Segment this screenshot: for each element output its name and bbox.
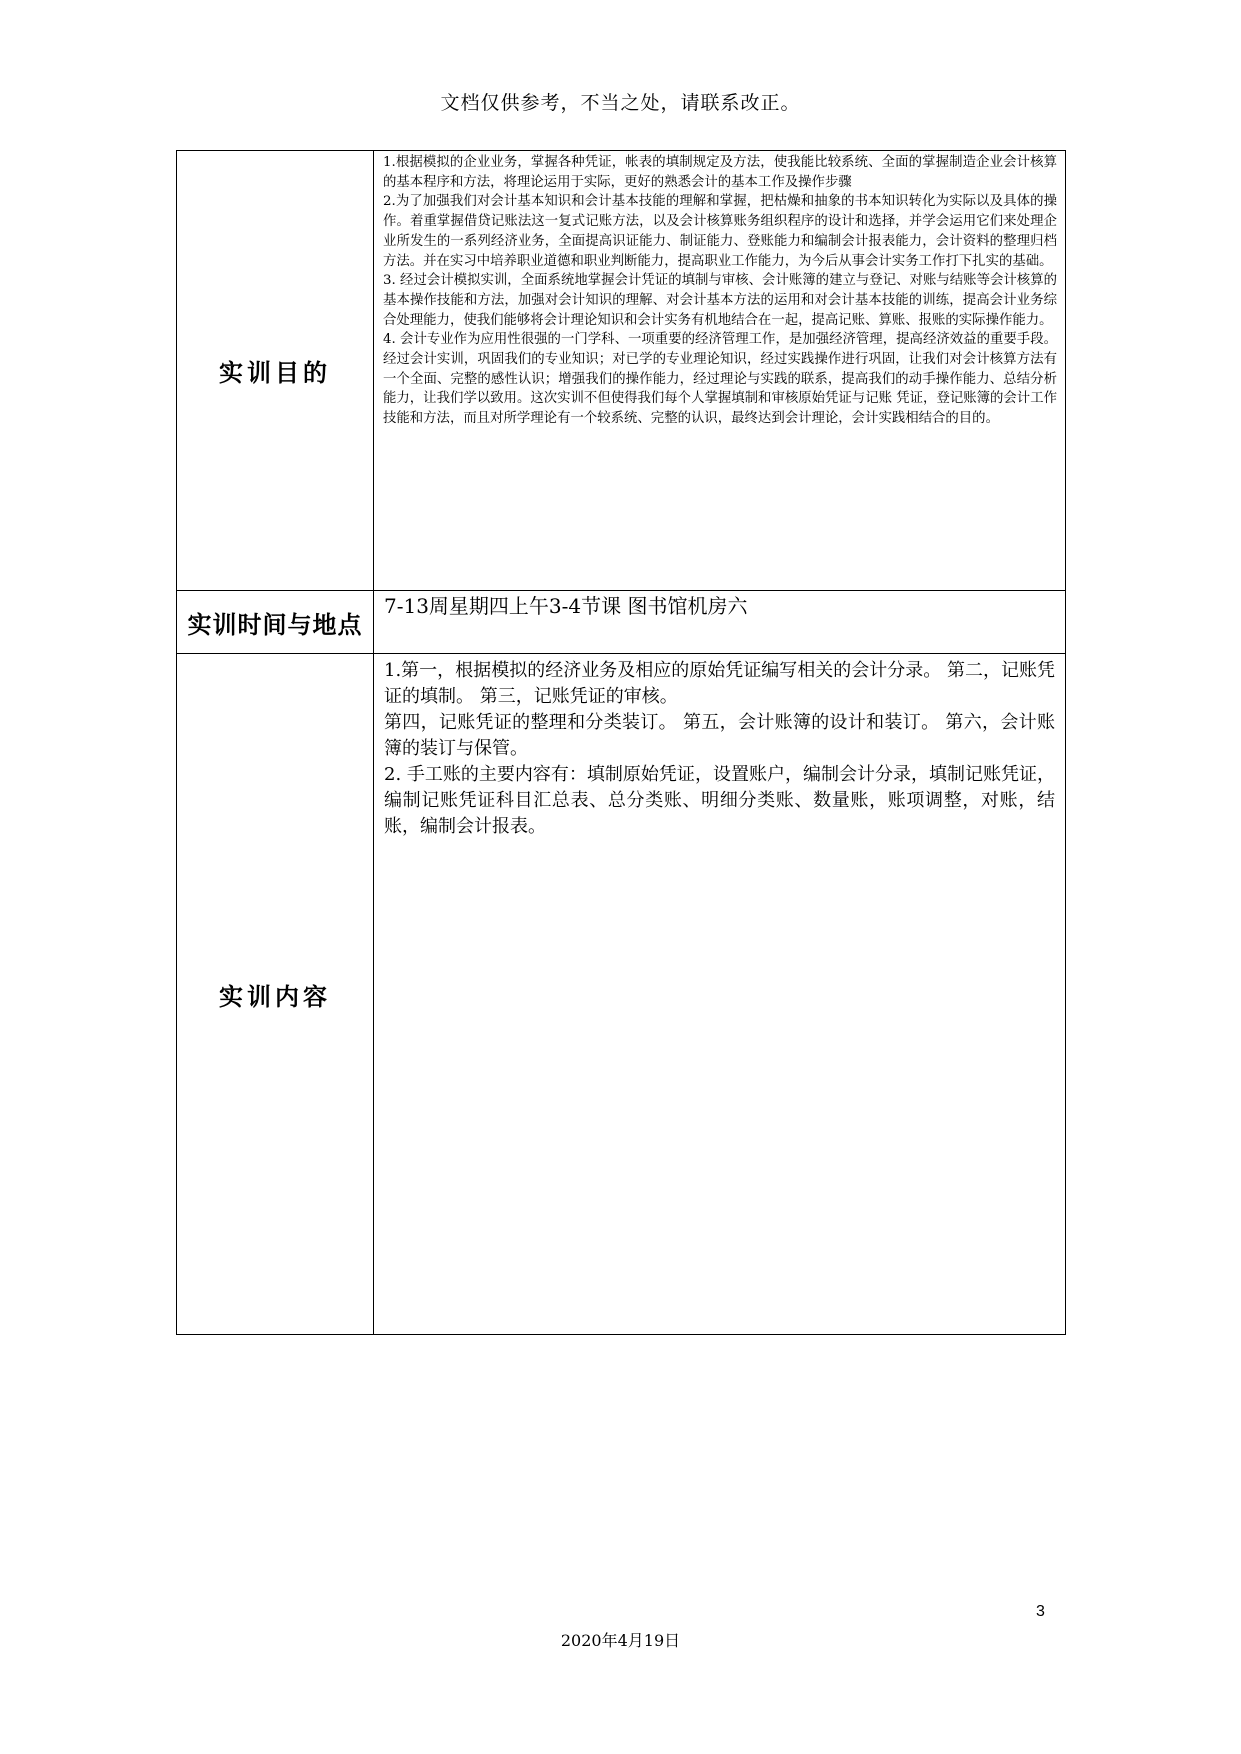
purpose-row [177,151,1066,591]
content-cell [374,654,1066,1335]
purpose-cell [374,151,1066,591]
content-paragraph-3: 2. 手工账的主要内容有：填制原始凭证，设置账户，编制会计分录，填制记账凭证，编制记账凭证科目汇总表、总分类账、明细分类账、数量账，账项调整，对账，结账，编制会计报表。 [384,764,1055,837]
header-notice: 文档仅供参考，不当之处，请联系改正。 [440,92,801,114]
content-paragraph-2: 第四，记账凭证的整理和分类装订。 第五，会计账簿的设计和装订。 第六，会计账簿的装订与保管。 [384,712,1055,759]
content-row [177,654,1066,1335]
training-form-table [176,150,1066,1335]
page-number: 3 [1036,1603,1045,1620]
purpose-paragraph-4: 4. 会计专业作为应用性很强的一门学科、一项重要的经济管理工作，是加强经济管理，提高经济效益的重要手段。经过会计实训，巩固我们的专业知识；对已学的专业理论知识，经过实践操作进行巩固，让我们对会计核算方法有一个全面、完整的感性认识；增强我们的操作能力，经过理论与实践的联系，提高我们的动手操作能力、总结分析能力，让我们学以致用。这次实训不但使得我们每个人掌握填制和审核原始凭证与记账 凭证，登记账簿的会计工作技能和方法，而且对所学理论有一个较系统、完整的认识，最终达到会计理论，会计实践相结合的目的。 [383,332,1057,427]
content-text [374,654,1065,840]
purpose-label: 实训目的 [177,151,374,591]
purpose-paragraph-3: 3. 经过会计模拟实训，全面系统地掌握会计凭证的填制与审核、会计账簿的建立与登记、对账与结账等会计核算的基本操作技能和方法，加强对会计知识的理解、对会计基本方法的运用和对会计基本技能的训练，提高会计业务综合处理能力，使我们能够将会计理论知识和会计实务有机地结合在一起，提高记账、算账、报账的实际操作能力。 [383,273,1057,328]
content-label: 实训内容 [177,654,374,1335]
purpose-text [374,151,1065,429]
time-place-label: 实训时间与地点 [177,591,374,654]
footer-date: 2020年4月19日 [560,1631,681,1650]
purpose-paragraph-1: 1.根据模拟的企业业务，掌握各种凭证，帐表的填制规定及方法，使我能比较系统、全面的掌握制造企业会计核算的基本程序和方法，将理论运用于实际，更好的熟悉会计的基本工作及操作步骤 [383,155,1057,190]
time-place-row [177,591,1066,654]
time-place-value: 7-13周星期四上午3-4节课 图书馆机房六 [384,594,748,618]
purpose-paragraph-2: 2.为了加强我们对会计基本知识和会计基本技能的理解和掌握，把枯燥和抽象的书本知识转化为实际以及具体的操作。着重掌握借贷记账法这一复式记账方法，以及会计核算账务组织程序的设计和选择，并学会运用它们来处理企业所发生的一系列经济业务，全面提高识证能力、制证能力、登账能力和编制会计报表能力，会计资料的整理归档方法。并在实习中培养职业道德和职业判断能力，提高职业工作能力，为今后从事会计实务工作打下扎实的基础。 [383,194,1057,269]
content-paragraph-1: 1.第一，根据模拟的经济业务及相应的原始凭证编写相关的会计分录。 第二，记账凭证的填制。 第三，记账凭证的审核。 [384,660,1055,707]
time-place-cell [374,591,1066,654]
